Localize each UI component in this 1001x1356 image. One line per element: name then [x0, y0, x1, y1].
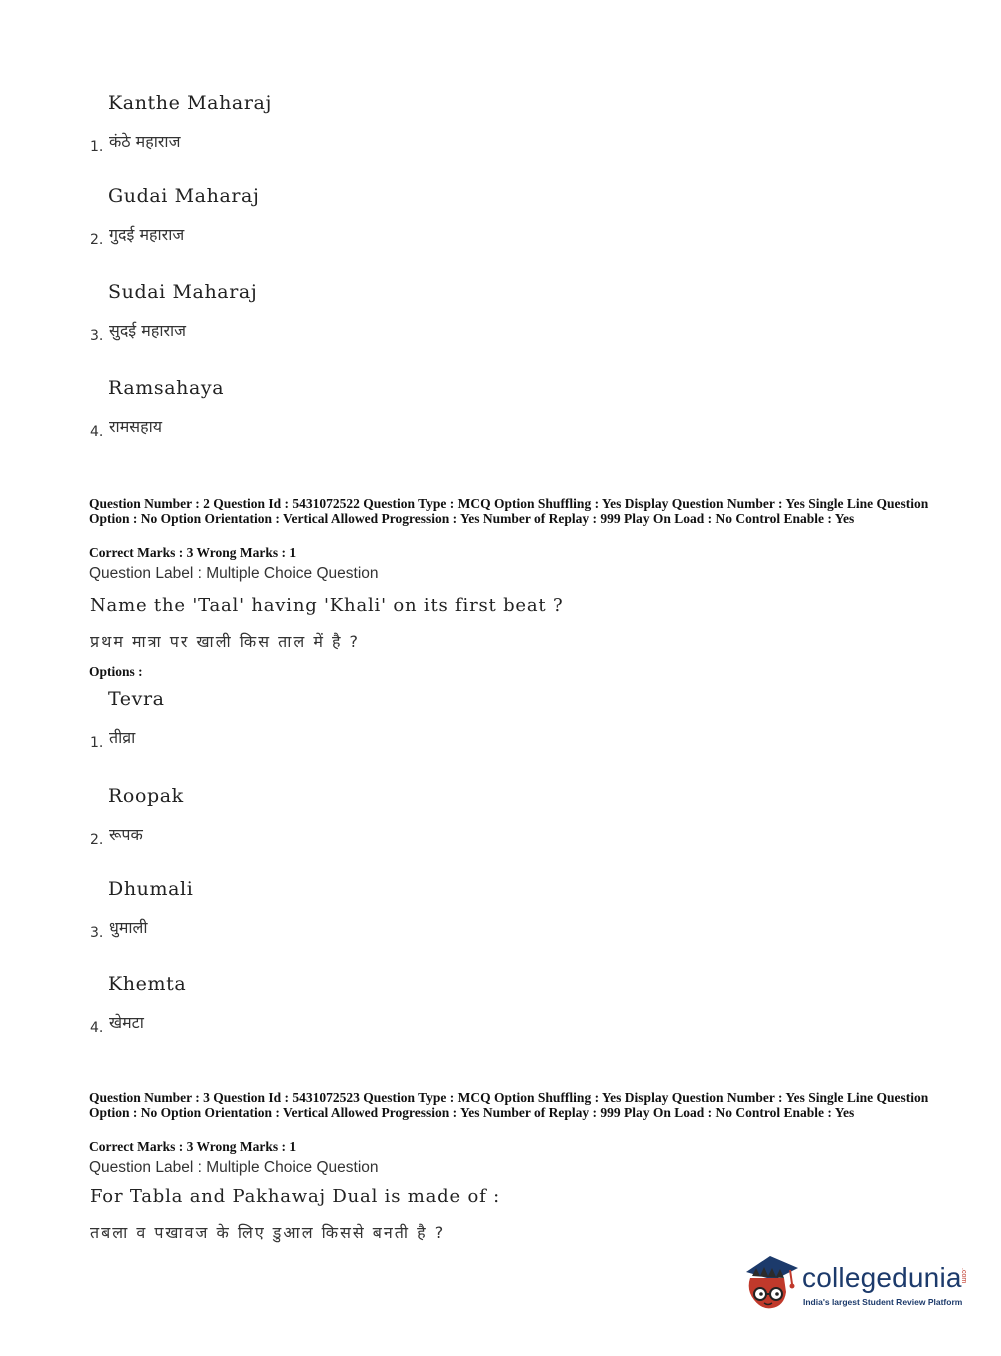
brand-tagline: India's largest Student Review Platform — [803, 1297, 963, 1307]
option-hindi: रूपक — [109, 825, 143, 844]
q2-text-hindi: प्रथम मात्रा पर खाली किस ताल में है ? — [90, 632, 361, 651]
option-number: 1. — [90, 139, 104, 155]
q2-label: Question Label : Multiple Choice Question — [89, 565, 379, 582]
option-english: Kanthe Maharaj — [108, 92, 272, 114]
option-number: 4. — [90, 1020, 104, 1036]
collegedunia-logo — [740, 1250, 970, 1320]
q3-marks: Correct Marks : 3 Wrong Marks : 1 — [89, 1139, 297, 1154]
option-hindi: तीव्रा — [109, 728, 136, 747]
q3-text-hindi: तबला व पखावज के लिए डुआल किससे बनती है ? — [90, 1223, 446, 1242]
option-hindi: गुदई महाराज — [109, 225, 185, 244]
option-number: 2. — [90, 232, 104, 248]
brand-name: collegedunia — [802, 1262, 962, 1293]
option-english: Gudai Maharaj — [108, 185, 260, 207]
option-hindi: खेमटा — [109, 1013, 144, 1032]
q2-options-label: Options : — [89, 664, 143, 679]
brand-com: .com — [960, 1268, 967, 1284]
option-english: Tevra — [108, 688, 165, 710]
option-number: 1. — [90, 735, 104, 751]
option-hindi: कंठे महाराज — [109, 132, 181, 151]
option-number: 2. — [90, 832, 104, 848]
option-english: Khemta — [108, 973, 187, 995]
q2-marks: Correct Marks : 3 Wrong Marks : 1 — [89, 545, 297, 560]
q2-meta: Question Number : 2 Question Id : 5431072522 Question Type : MCQ Option Shuffling : Yes Display Question Number : Yes Single Line Question Option : No Option Orientation : Vertical Allowed Progression : Yes Number of Replay : 999 Play On Load : No Control Enable : Yes — [89, 496, 929, 526]
option-english: Roopak — [108, 785, 184, 807]
option-hindi: रामसहाय — [109, 417, 162, 436]
q3-label: Question Label : Multiple Choice Question — [89, 1159, 379, 1176]
option-number: 4. — [90, 424, 104, 440]
option-hindi: धुमाली — [109, 918, 148, 937]
option-english: Dhumali — [108, 878, 194, 900]
option-hindi: सुदई महाराज — [109, 321, 187, 340]
option-number: 3. — [90, 925, 104, 941]
q3-meta: Question Number : 3 Question Id : 5431072523 Question Type : MCQ Option Shuffling : Yes Display Question Number : Yes Single Line Question Option : No Option Orientation : Vertical Allowed Progression : Yes Number of Replay : 999 Play On Load : No Control Enable : Yes — [89, 1090, 929, 1120]
q2-text-english: Name the 'Taal' having 'Khali' on its first beat ? — [90, 595, 564, 616]
option-number: 3. — [90, 328, 104, 344]
option-english: Ramsahaya — [108, 377, 225, 399]
q3-text-english: For Tabla and Pakhawaj Dual is made of : — [90, 1186, 500, 1207]
mascot-icon — [740, 1250, 800, 1314]
option-english: Sudai Maharaj — [108, 281, 258, 303]
